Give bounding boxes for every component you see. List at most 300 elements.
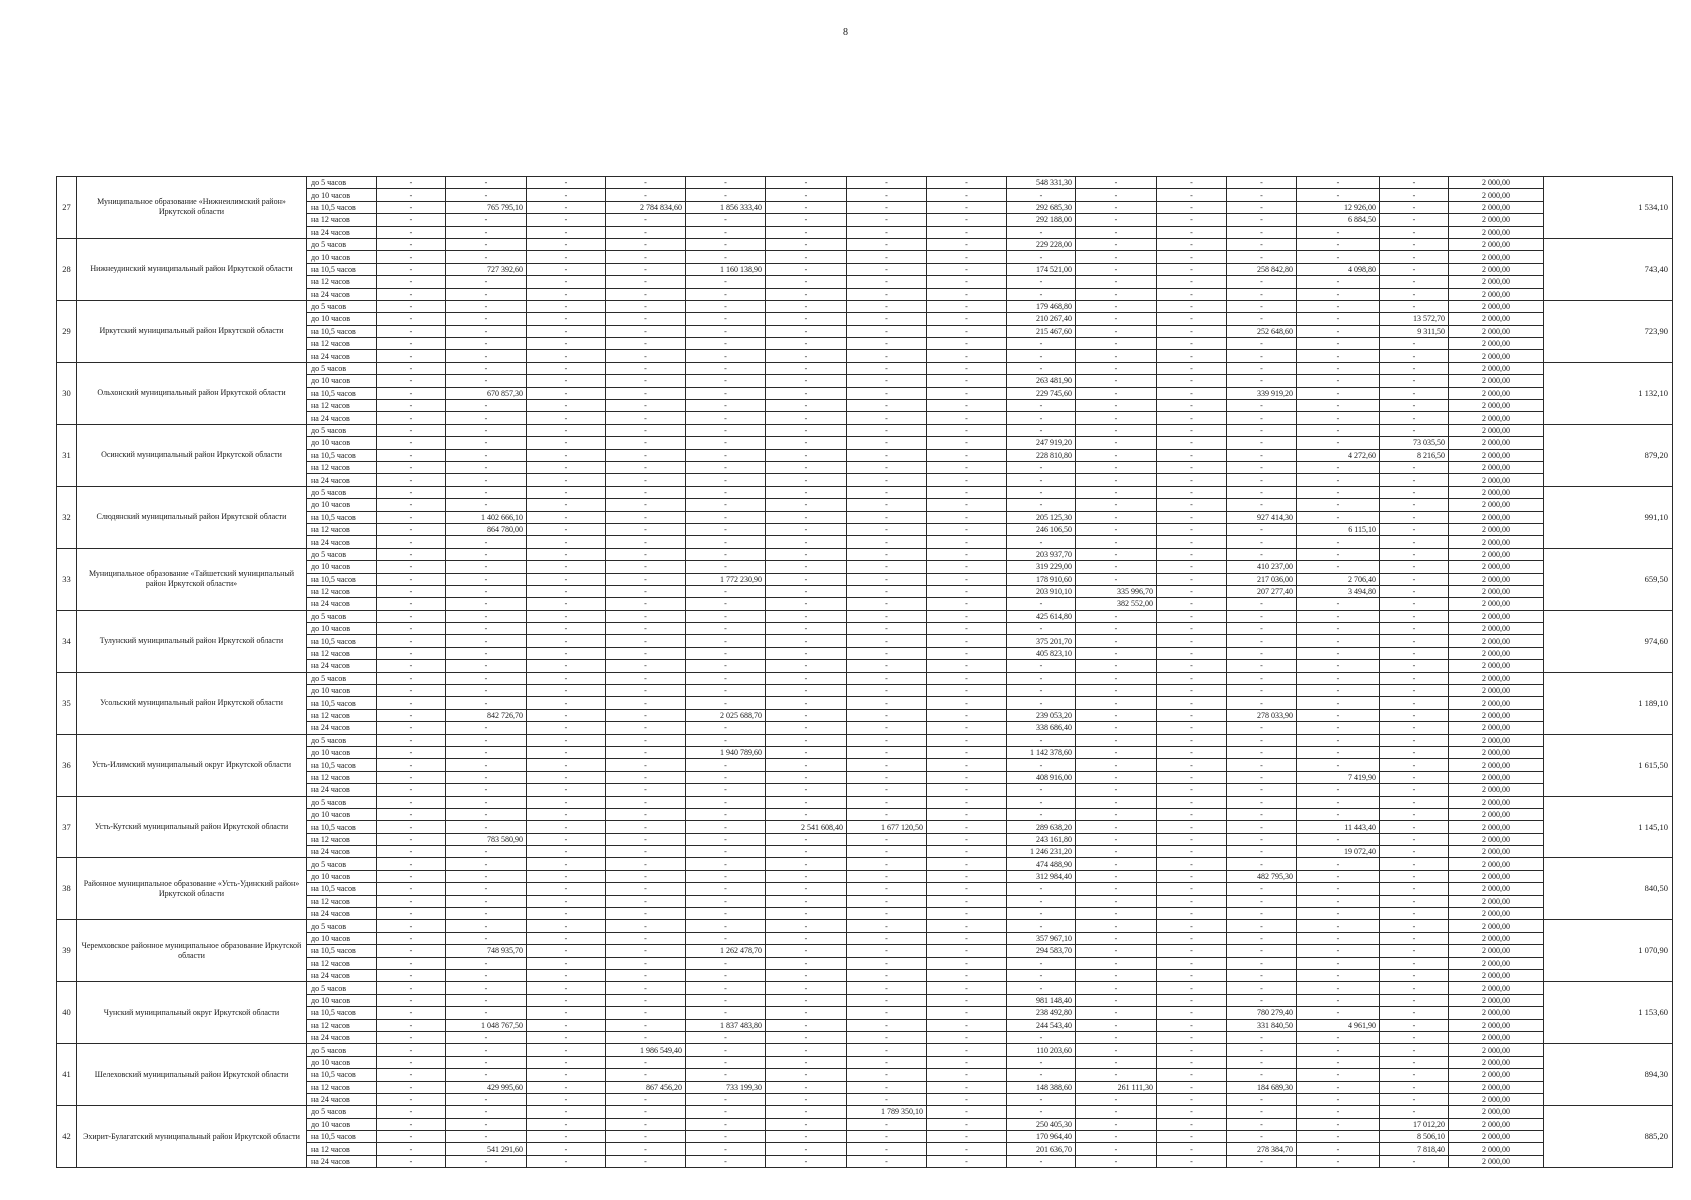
municipality-name: Шелеховский муниципальный район Иркутской области (77, 1044, 307, 1106)
value-cell: - (1380, 982, 1449, 994)
value-cell: 294 583,70 (1007, 945, 1076, 957)
municipality-name: Усть-Кутский муниципальный район Иркутской области (77, 796, 307, 858)
value-cell: - (766, 338, 847, 350)
value-cell: - (1007, 461, 1076, 473)
value-cell: - (686, 523, 766, 535)
value-cell: - (1157, 808, 1227, 820)
value-cell: - (1380, 920, 1449, 932)
value-cell: - (1157, 1081, 1227, 1093)
value-cell: - (1227, 362, 1297, 374)
value-cell: - (847, 759, 927, 771)
value-cell: - (927, 1093, 1007, 1105)
value-cell: - (1380, 957, 1449, 969)
value-cell: - (1157, 784, 1227, 796)
limit-cell: 2 000,00 (1449, 226, 1544, 238)
value-cell: - (527, 1081, 606, 1093)
value-cell: - (1297, 226, 1380, 238)
value-cell: - (927, 300, 1007, 312)
value-cell: - (1380, 523, 1449, 535)
value-cell: - (377, 201, 446, 213)
value-cell: - (847, 1044, 927, 1056)
value-cell: - (1380, 846, 1449, 858)
row-number: 41 (57, 1044, 77, 1106)
value-cell: - (377, 759, 446, 771)
value-cell: - (927, 970, 1007, 982)
value-cell: - (847, 338, 927, 350)
value-cell: - (686, 461, 766, 473)
value-cell: - (766, 846, 847, 858)
value-cell: - (1380, 833, 1449, 845)
value-cell: - (1157, 1031, 1227, 1043)
value-cell: - (847, 300, 927, 312)
value-cell: - (847, 214, 927, 226)
value-cell: - (847, 846, 927, 858)
value-cell: - (1076, 870, 1157, 882)
value-cell: - (446, 238, 527, 250)
value-cell: - (766, 1143, 847, 1155)
value-cell: - (446, 412, 527, 424)
row-number: 30 (57, 362, 77, 424)
limit-cell: 2 000,00 (1449, 697, 1544, 709)
value-cell: - (527, 734, 606, 746)
value-cell: - (1297, 685, 1380, 697)
value-cell: 258 842,80 (1227, 263, 1297, 275)
value-cell: 178 910,60 (1007, 573, 1076, 585)
value-cell: - (927, 858, 1007, 870)
value-cell: - (686, 1118, 766, 1130)
value-cell: - (927, 1007, 1007, 1019)
value-cell: - (847, 722, 927, 734)
value-cell: - (606, 970, 686, 982)
limit-cell: 2 000,00 (1449, 945, 1544, 957)
limit-cell: 2 000,00 (1449, 461, 1544, 473)
value-cell: - (1157, 263, 1227, 275)
value-cell: 238 492,80 (1007, 1007, 1076, 1019)
value-cell: - (377, 338, 446, 350)
value-cell: - (766, 1118, 847, 1130)
value-cell: - (606, 177, 686, 189)
value-cell: - (446, 350, 527, 362)
limit-cell: 2 000,00 (1449, 635, 1544, 647)
value-cell: - (377, 561, 446, 573)
value-cell: - (1157, 982, 1227, 994)
value-cell: - (446, 994, 527, 1006)
value-cell: - (1157, 846, 1227, 858)
value-cell: - (766, 697, 847, 709)
value-cell: - (1380, 883, 1449, 895)
limit-cell: 2 000,00 (1449, 1019, 1544, 1031)
value-cell: - (377, 685, 446, 697)
municipality-name: Эхирит-Булагатский муниципальный район Иркутской области (77, 1106, 307, 1168)
value-cell: 207 277,40 (1227, 585, 1297, 597)
value-cell: - (446, 722, 527, 734)
value-cell: - (527, 1131, 606, 1143)
table-row (57, 177, 1673, 189)
value-cell: - (377, 672, 446, 684)
value-cell: - (606, 1019, 686, 1031)
municipality-name: Чунский муниципальный округ Иркутской области (77, 982, 307, 1044)
value-cell: - (1157, 994, 1227, 1006)
value-cell: - (606, 771, 686, 783)
value-cell: 425 614,80 (1007, 610, 1076, 622)
value-cell: - (527, 511, 606, 523)
value-cell: - (1076, 499, 1157, 511)
value-cell: - (847, 1081, 927, 1093)
value-cell: - (766, 808, 847, 820)
value-cell: - (686, 313, 766, 325)
limit-cell: 2 000,00 (1449, 870, 1544, 882)
value-cell: - (1227, 1155, 1297, 1167)
value-cell: - (1380, 623, 1449, 635)
value-cell: - (1380, 238, 1449, 250)
value-cell: - (847, 635, 927, 647)
value-cell: - (1157, 858, 1227, 870)
value-cell: - (766, 722, 847, 734)
work-mode-cell: до 5 часов (307, 238, 377, 250)
value-cell: - (686, 177, 766, 189)
value-cell: - (527, 598, 606, 610)
value-cell: - (606, 746, 686, 758)
value-cell: - (1380, 672, 1449, 684)
value-cell: - (1297, 548, 1380, 560)
value-cell: - (1007, 288, 1076, 300)
value-cell: - (927, 338, 1007, 350)
value-cell: - (606, 833, 686, 845)
value-cell: - (446, 338, 527, 350)
value-cell: - (686, 400, 766, 412)
limit-cell: 2 000,00 (1449, 1093, 1544, 1105)
value-cell: - (606, 1131, 686, 1143)
value-cell: 338 686,40 (1007, 722, 1076, 734)
value-cell: - (1007, 486, 1076, 498)
value-cell: - (527, 1007, 606, 1019)
value-cell: 228 810,80 (1007, 449, 1076, 461)
value-cell: - (1227, 486, 1297, 498)
table-row (57, 300, 1673, 312)
value-cell: - (446, 883, 527, 895)
row-total: 894,30 (1544, 1044, 1673, 1106)
value-cell: - (1380, 585, 1449, 597)
value-cell: 1 856 333,40 (686, 201, 766, 213)
value-cell: - (446, 1069, 527, 1081)
value-cell: - (1157, 412, 1227, 424)
value-cell: - (1157, 895, 1227, 907)
work-mode-cell: до 5 часов (307, 610, 377, 622)
work-mode-cell: до 10 часов (307, 746, 377, 758)
value-cell: - (1227, 610, 1297, 622)
value-cell: - (686, 437, 766, 449)
value-cell: - (847, 412, 927, 424)
value-cell: - (1076, 412, 1157, 424)
work-mode-cell: до 5 часов (307, 424, 377, 436)
value-cell: 148 388,60 (1007, 1081, 1076, 1093)
value-cell: - (377, 957, 446, 969)
row-total: 659,50 (1544, 548, 1673, 610)
value-cell: - (377, 722, 446, 734)
work-mode-cell: на 24 часов (307, 1031, 377, 1043)
row-total: 840,50 (1544, 858, 1673, 920)
value-cell: - (1227, 1031, 1297, 1043)
value-cell: - (927, 536, 1007, 548)
value-cell: - (766, 548, 847, 560)
value-cell: - (527, 709, 606, 721)
value-cell: - (377, 1044, 446, 1056)
value-cell: - (847, 932, 927, 944)
value-cell: - (1157, 276, 1227, 288)
value-cell: - (1227, 660, 1297, 672)
value-cell: - (686, 350, 766, 362)
value-cell: - (446, 970, 527, 982)
work-mode-cell: на 12 часов (307, 1019, 377, 1031)
value-cell: - (927, 1044, 1007, 1056)
value-cell: - (606, 610, 686, 622)
value-cell: - (377, 697, 446, 709)
value-cell: - (847, 784, 927, 796)
value-cell: - (686, 387, 766, 399)
value-cell: - (766, 1056, 847, 1068)
value-cell: - (1297, 883, 1380, 895)
value-cell: - (446, 189, 527, 201)
value-cell: 250 405,30 (1007, 1118, 1076, 1130)
value-cell: - (527, 263, 606, 275)
value-cell: - (686, 1007, 766, 1019)
value-cell: - (686, 585, 766, 597)
value-cell: - (686, 226, 766, 238)
value-cell: 474 488,90 (1007, 858, 1076, 870)
value-cell: - (1227, 821, 1297, 833)
value-cell: - (1380, 722, 1449, 734)
value-cell: - (1297, 1131, 1380, 1143)
value-cell: - (766, 226, 847, 238)
value-cell: - (527, 771, 606, 783)
value-cell: - (527, 870, 606, 882)
value-cell: - (766, 350, 847, 362)
value-cell: - (1297, 932, 1380, 944)
value-cell: - (1297, 623, 1380, 635)
value-cell: - (1076, 189, 1157, 201)
value-cell: - (1157, 672, 1227, 684)
value-cell: - (927, 486, 1007, 498)
limit-cell: 2 000,00 (1449, 883, 1544, 895)
value-cell: - (686, 214, 766, 226)
value-cell: - (1007, 734, 1076, 746)
value-cell: - (1380, 1019, 1449, 1031)
value-cell: - (1227, 238, 1297, 250)
value-cell: - (1076, 387, 1157, 399)
row-total: 1 534,10 (1544, 177, 1673, 239)
value-cell: - (686, 908, 766, 920)
value-cell: - (766, 672, 847, 684)
value-cell: - (847, 1031, 927, 1043)
value-cell: - (1297, 300, 1380, 312)
value-cell: - (446, 1155, 527, 1167)
value-cell: - (686, 325, 766, 337)
value-cell: - (1007, 957, 1076, 969)
value-cell: - (1297, 313, 1380, 325)
value-cell: - (686, 486, 766, 498)
value-cell: - (847, 362, 927, 374)
value-cell: - (1157, 1056, 1227, 1068)
value-cell: - (1076, 362, 1157, 374)
value-cell: - (446, 1093, 527, 1105)
value-cell: - (927, 350, 1007, 362)
value-cell: - (377, 920, 446, 932)
limit-cell: 2 000,00 (1449, 350, 1544, 362)
value-cell: - (766, 238, 847, 250)
value-cell: - (377, 325, 446, 337)
value-cell: - (1297, 1155, 1380, 1167)
value-cell: - (377, 387, 446, 399)
value-cell: - (527, 858, 606, 870)
value-cell: - (1380, 486, 1449, 498)
value-cell: 981 148,40 (1007, 994, 1076, 1006)
work-mode-cell: до 5 часов (307, 362, 377, 374)
value-cell: - (1380, 548, 1449, 560)
value-cell: 1 262 478,70 (686, 945, 766, 957)
table-row (57, 610, 1673, 622)
municipality-name: Тулунский муниципальный район Иркутской области (77, 610, 307, 672)
value-cell: - (847, 697, 927, 709)
value-cell: - (1297, 1031, 1380, 1043)
value-cell: - (446, 771, 527, 783)
value-cell: - (766, 1081, 847, 1093)
work-mode-cell: до 5 часов (307, 982, 377, 994)
value-cell: - (1297, 338, 1380, 350)
value-cell: - (847, 288, 927, 300)
row-number: 42 (57, 1106, 77, 1168)
value-cell: 243 161,80 (1007, 833, 1076, 845)
value-cell: - (1380, 1155, 1449, 1167)
value-cell: - (377, 313, 446, 325)
value-cell: - (1157, 870, 1227, 882)
value-cell: - (847, 970, 927, 982)
value-cell: - (606, 499, 686, 511)
value-cell: - (1007, 685, 1076, 697)
value-cell: - (927, 313, 1007, 325)
value-cell: - (446, 325, 527, 337)
value-cell: - (1380, 1106, 1449, 1118)
value-cell: - (766, 387, 847, 399)
value-cell: - (606, 722, 686, 734)
value-cell: - (377, 300, 446, 312)
value-cell: - (1007, 350, 1076, 362)
limit-cell: 2 000,00 (1449, 1081, 1544, 1093)
work-mode-cell: до 5 часов (307, 1106, 377, 1118)
value-cell: - (527, 300, 606, 312)
value-cell: - (686, 548, 766, 560)
value-cell: 8 216,50 (1380, 449, 1449, 461)
value-cell: - (1380, 573, 1449, 585)
value-cell: - (1227, 350, 1297, 362)
value-cell: - (1157, 623, 1227, 635)
value-cell: - (927, 362, 1007, 374)
value-cell: - (527, 635, 606, 647)
work-mode-cell: до 5 часов (307, 300, 377, 312)
value-cell: - (927, 994, 1007, 1006)
work-mode-cell: на 24 часов (307, 350, 377, 362)
value-cell: - (847, 1131, 927, 1143)
value-cell: - (1076, 982, 1157, 994)
value-cell: - (1380, 338, 1449, 350)
value-cell: - (377, 461, 446, 473)
value-cell: - (686, 1106, 766, 1118)
value-cell: - (1227, 1069, 1297, 1081)
work-mode-cell: на 12 часов (307, 771, 377, 783)
value-cell: - (377, 870, 446, 882)
value-cell: - (1076, 449, 1157, 461)
value-cell: - (1297, 561, 1380, 573)
value-cell: - (1007, 474, 1076, 486)
value-cell: - (927, 982, 1007, 994)
limit-cell: 2 000,00 (1449, 895, 1544, 907)
value-cell: - (927, 561, 1007, 573)
value-cell: - (1227, 759, 1297, 771)
value-cell: - (1076, 833, 1157, 845)
value-cell: - (1007, 499, 1076, 511)
value-cell: - (1227, 932, 1297, 944)
value-cell: - (1297, 400, 1380, 412)
value-cell: - (766, 189, 847, 201)
value-cell: - (847, 523, 927, 535)
limit-cell: 2 000,00 (1449, 486, 1544, 498)
value-cell: 2 025 688,70 (686, 709, 766, 721)
value-cell: - (606, 808, 686, 820)
value-cell: - (606, 784, 686, 796)
value-cell: - (1157, 536, 1227, 548)
value-cell: - (1157, 461, 1227, 473)
value-cell: 4 961,90 (1297, 1019, 1380, 1031)
value-cell: - (377, 288, 446, 300)
value-cell: - (1076, 561, 1157, 573)
value-cell: - (1380, 870, 1449, 882)
value-cell: - (847, 685, 927, 697)
value-cell: - (927, 251, 1007, 263)
value-cell: - (527, 325, 606, 337)
municipality-name: Усть-Илимский муниципальный округ Иркутской области (77, 734, 307, 796)
value-cell: - (847, 945, 927, 957)
table-row (57, 548, 1673, 560)
value-cell: - (1380, 412, 1449, 424)
value-cell: - (927, 746, 1007, 758)
value-cell: - (847, 982, 927, 994)
value-cell: - (606, 238, 686, 250)
value-cell: - (766, 400, 847, 412)
limit-cell: 2 000,00 (1449, 808, 1544, 820)
value-cell: - (446, 536, 527, 548)
value-cell: - (686, 288, 766, 300)
value-cell: 239 053,20 (1007, 709, 1076, 721)
value-cell: - (766, 1093, 847, 1105)
value-cell: - (1297, 1007, 1380, 1019)
limit-cell: 2 000,00 (1449, 313, 1544, 325)
value-cell: - (606, 598, 686, 610)
value-cell: - (606, 945, 686, 957)
value-cell: - (766, 709, 847, 721)
limit-cell: 2 000,00 (1449, 1131, 1544, 1143)
value-cell: - (927, 276, 1007, 288)
value-cell: - (606, 400, 686, 412)
value-cell: - (927, 821, 1007, 833)
value-cell: - (446, 437, 527, 449)
work-mode-cell: до 5 часов (307, 1044, 377, 1056)
row-number: 38 (57, 858, 77, 920)
value-cell: - (527, 1069, 606, 1081)
value-cell: - (527, 177, 606, 189)
value-cell: - (527, 276, 606, 288)
value-cell: - (927, 511, 1007, 523)
value-cell: - (847, 561, 927, 573)
value-cell: - (847, 325, 927, 337)
